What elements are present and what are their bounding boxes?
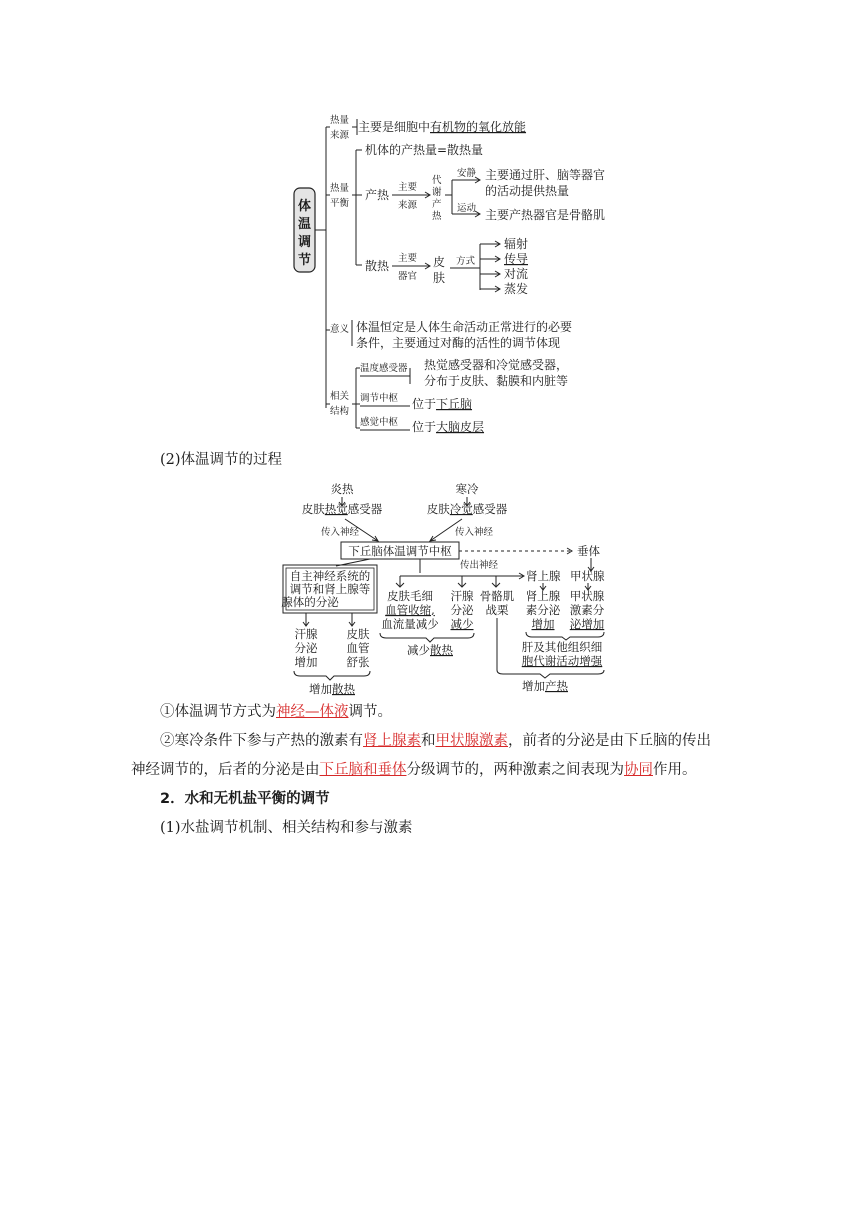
increase-heat-loss: 增加散热 bbox=[309, 682, 355, 696]
adrenal-label: 肾上腺 bbox=[526, 569, 561, 583]
hot-stimulus: 炎热 bbox=[330, 482, 354, 496]
adrenal-text-2: 素分泌 bbox=[525, 603, 561, 617]
receptor-text-1: 热觉感受器和冷觉感受器， bbox=[424, 358, 569, 372]
metabolism-1: 代 bbox=[432, 175, 442, 186]
sensory-text: 位于大脑皮层 bbox=[412, 420, 485, 434]
exercise-label: 运动 bbox=[457, 203, 477, 214]
paragraph-hormones-line-2: 神经调节的，后者的分泌是由下丘脑和垂体分级调节的，两种激素之间表现为协同作用。 bbox=[131, 762, 697, 778]
meaning-label: 意义 bbox=[330, 324, 350, 335]
answer-adrenaline: 肾上腺素 bbox=[363, 733, 421, 749]
heat-production: 产热 bbox=[365, 188, 390, 202]
cold-stimulus: 寒冷 bbox=[455, 482, 479, 496]
receptor-label: 温度感受器 bbox=[360, 363, 408, 374]
thermoregulation-process-diagram bbox=[0, 470, 860, 700]
sweat-dec-2: 分泌 bbox=[450, 603, 474, 617]
metabolism-4: 热 bbox=[432, 211, 442, 222]
answer-hypothalamus-pituitary: 下丘脑和垂体 bbox=[319, 762, 407, 778]
receptor-text-2: 分布于皮肤、黏膜和内脏等 bbox=[424, 374, 569, 388]
sensory-label: 感觉中枢 bbox=[360, 417, 399, 428]
root-char-3: 调 bbox=[297, 235, 312, 250]
skin-vessel-2: 血管 bbox=[346, 641, 370, 655]
skin-vessel-1: 皮肤 bbox=[346, 627, 370, 641]
meaning-text-2: 条件，主要通过对酶的活性的调节体现 bbox=[356, 336, 561, 350]
heat-source-text: 主要是细胞中有机物的氧化放能 bbox=[358, 120, 527, 134]
skin-2: 肤 bbox=[433, 271, 446, 285]
exercise-text: 主要产热器官是骨骼肌 bbox=[485, 208, 606, 222]
muscle-2: 战栗 bbox=[485, 603, 509, 617]
adrenal-text-1: 肾上腺 bbox=[525, 589, 561, 603]
meaning-text-1: 体温恒定是人体生命活动正常进行的必要 bbox=[356, 320, 573, 334]
vaso-2: 血管收缩, bbox=[385, 603, 435, 617]
skin-vessel-3: 舒张 bbox=[346, 655, 370, 669]
sweat-inc-1: 汗腺 bbox=[294, 627, 318, 641]
autonomic-line-3: 腺体的分泌 bbox=[281, 595, 339, 609]
mode-radiation: 辐射 bbox=[504, 237, 529, 251]
pituitary: 垂体 bbox=[577, 544, 600, 558]
heat-source-label-1: 热量 bbox=[330, 115, 350, 126]
thermoregulation-concept-map bbox=[0, 0, 860, 450]
autonomic-line-1: 自主神经系统的 bbox=[289, 569, 371, 583]
answer-synergy: 协同 bbox=[624, 762, 653, 778]
process-heading: (2)体温调节的过程 bbox=[160, 452, 283, 468]
hypothalamus-center: 下丘脑体温调节中枢 bbox=[348, 544, 452, 558]
root-char-4: 节 bbox=[297, 253, 312, 268]
thyroid-text-1: 甲状腺 bbox=[569, 589, 605, 603]
root-char-2: 温 bbox=[297, 217, 312, 232]
subsection-heading-water-salt: (1)水盐调节机制、相关结构和参与激素 bbox=[160, 820, 413, 836]
thyroid-text-3: 泌增加 bbox=[569, 617, 605, 631]
heat-dissipation: 散热 bbox=[365, 259, 390, 273]
thyroid-label: 甲状腺 bbox=[570, 569, 605, 583]
mode-convection: 对流 bbox=[504, 267, 529, 281]
heat-source-label-2: 来源 bbox=[330, 130, 350, 141]
answer-thyroid-hormone: 甲状腺激素 bbox=[435, 733, 508, 749]
center-text: 位于下丘脑 bbox=[412, 397, 473, 411]
skin-1: 皮 bbox=[433, 255, 446, 269]
mode-evaporation: 蒸发 bbox=[504, 282, 529, 296]
answer-neuro-humoral: 神经—体液 bbox=[276, 704, 349, 720]
metabolism-3: 产 bbox=[432, 199, 442, 210]
sweat-dec-1: 汗腺 bbox=[450, 589, 474, 603]
afferent-left: 传入神经 bbox=[321, 527, 360, 538]
heat-balance-label-1: 热量 bbox=[330, 183, 350, 194]
autonomic-line-2: 调节和肾上腺等 bbox=[289, 582, 371, 596]
center-label: 调节中枢 bbox=[360, 393, 399, 404]
main-source-2: 来源 bbox=[398, 200, 418, 211]
reduce-heat-loss: 减少散热 bbox=[407, 643, 453, 657]
mode-conduction: 传导 bbox=[504, 252, 529, 266]
main-organ-1: 主要 bbox=[398, 253, 418, 264]
paragraph-hormones-line-1: ②寒冷条件下参与产热的激素有肾上腺素和甲状腺激素，前者的分泌是由下丘脑的传出 bbox=[160, 733, 711, 749]
liver-2: 胞代谢活动增强 bbox=[521, 654, 603, 668]
modes-label: 方式 bbox=[456, 256, 476, 267]
rest-text-2: 的活动提供热量 bbox=[485, 184, 570, 198]
section-heading-water-salt: 2．水和无机盐平衡的调节 bbox=[160, 791, 330, 807]
muscle-1: 骨骼肌 bbox=[479, 589, 515, 603]
structures-label-1: 相关 bbox=[330, 391, 350, 402]
root-char-1: 体 bbox=[297, 199, 312, 214]
afferent-right: 传入神经 bbox=[455, 527, 494, 538]
adrenal-text-3: 增加 bbox=[531, 617, 555, 631]
thyroid-text-2: 激素分 bbox=[569, 603, 605, 617]
structures-label-2: 结构 bbox=[330, 406, 350, 417]
rest-label: 安静 bbox=[457, 168, 477, 179]
main-organ-2: 器官 bbox=[398, 271, 418, 282]
sweat-inc-3: 增加 bbox=[294, 655, 318, 669]
sweat-dec-3: 减少 bbox=[450, 617, 474, 631]
efferent: 传出神经 bbox=[460, 560, 499, 571]
increase-heat-production: 增加产热 bbox=[522, 679, 568, 693]
vaso-1: 皮肤毛细 bbox=[387, 589, 433, 603]
main-source-1: 主要 bbox=[398, 182, 418, 193]
vaso-3: 血流量减少 bbox=[381, 617, 439, 631]
heat-balance-label-2: 平衡 bbox=[330, 198, 350, 209]
liver-1: 肝及其他组织细 bbox=[521, 640, 603, 654]
cold-receptor: 皮肤冷觉感受器 bbox=[426, 502, 508, 516]
paragraph-regulation-mode: ①体温调节方式为神经—体液调节。 bbox=[160, 704, 392, 720]
sweat-inc-2: 分泌 bbox=[294, 641, 318, 655]
hot-receptor: 皮肤热觉感受器 bbox=[301, 502, 383, 516]
rest-text-1: 主要通过肝、脑等器官 bbox=[485, 168, 606, 182]
metabolism-2: 谢 bbox=[432, 187, 442, 198]
heat-equation: 机体的产热量=散热量 bbox=[365, 143, 484, 157]
